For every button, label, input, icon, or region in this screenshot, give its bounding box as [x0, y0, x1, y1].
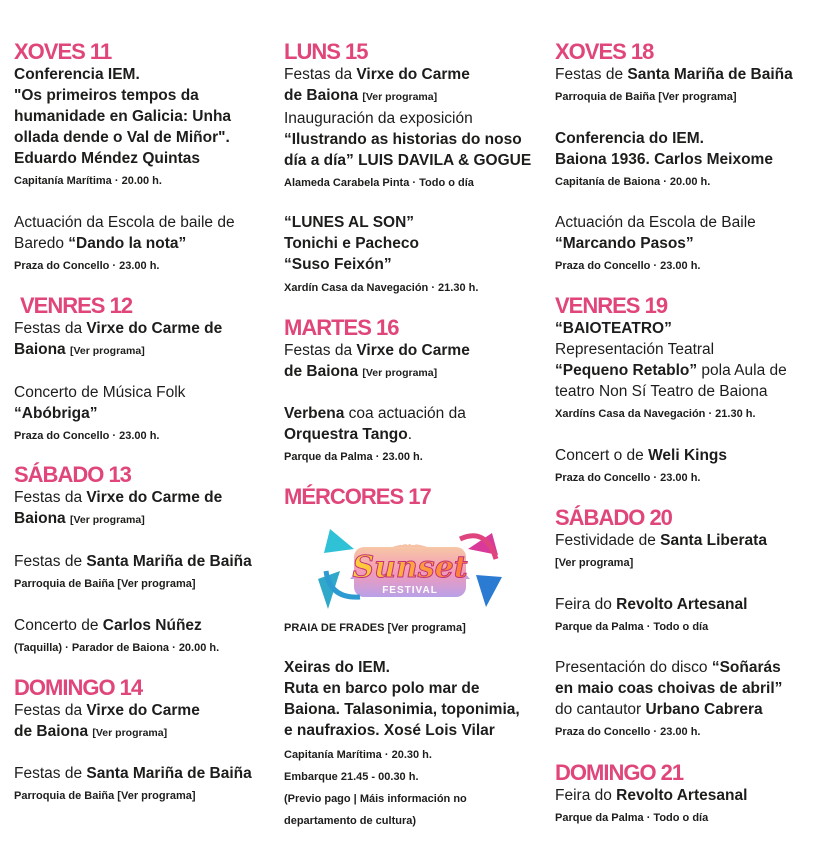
event-xeiras [284, 657, 546, 832]
event-domingo-21 [555, 761, 817, 827]
event-santa-marina [14, 551, 276, 593]
event-title: Conferencia do IEM. [555, 130, 704, 147]
event-title: Virxe do Carme [86, 702, 200, 719]
event-domingo-14 [14, 676, 276, 744]
frades-sunset-festival-logo [310, 519, 510, 615]
event-title: “Ilustrando as historias do noso [284, 131, 522, 148]
event-title: “Soñarás [711, 659, 781, 676]
day-heading: VENRES 19 [555, 293, 668, 318]
event-title: "Os primeiros tempos da [14, 87, 199, 104]
ver-programa-link[interactable]: [Ver programa] [362, 367, 438, 379]
event-title: Virxe do Carme de [86, 489, 223, 506]
logo-bottom-text: FESTIVAL [382, 585, 438, 596]
event-text: teatro Non Sí Teatro de Baiona [555, 383, 768, 400]
logo-main-text: Sunset [352, 550, 468, 585]
event-title: Baiona [14, 341, 66, 358]
event-text: Festas da [14, 702, 87, 719]
event-title: Verbena [284, 405, 345, 422]
event-location: (Taquilla) · Parador de Baiona · 20.00 h. [14, 642, 220, 654]
event-text: Actuación da Escola de Baile [555, 214, 756, 231]
event-text: Concert o de [555, 447, 649, 464]
event-venres-19 [555, 294, 817, 423]
event-title: Revolto Artesanal [616, 787, 748, 804]
sunset-logo-graphic [310, 519, 510, 615]
event-text: pola Aula de [697, 362, 787, 379]
event-location[interactable]: Parroquia de Baiña [Ver programa] [14, 790, 196, 802]
event-location: Praza do Concello · 23.00 h. [14, 260, 160, 272]
event-speaker: Eduardo Méndez Quintas [14, 150, 201, 167]
event-title: Ruta en barco polo mar de [284, 680, 480, 697]
event-title: Xeiras do IEM. [284, 659, 390, 676]
event-title: Conferencia IEM. [14, 66, 140, 83]
event-location: Parque da Palma · Todo o día [555, 621, 709, 633]
event-title: Santa Mariña de Baiña [627, 66, 793, 83]
event-location[interactable]: Parroquia de Baiña [Ver programa] [555, 91, 737, 103]
event-title: Baiona 1936. Carlos Meixome [555, 151, 773, 168]
event-location: Capitanía Marítima · 20.00 h. [14, 175, 162, 187]
event-title: Santa Liberata [660, 532, 767, 549]
event-marcando-pasos [555, 212, 817, 275]
event-location: Praza do Concello · 23.00 h. [555, 260, 701, 272]
event-title: en maio coas choivas de abril” [555, 680, 783, 697]
event-time: Embarque 21.45 - 00.30 h. [284, 771, 419, 783]
event-text: Concerto de [14, 617, 103, 634]
event-location: Praza do Concello · 23.00 h. [14, 430, 160, 442]
event-title: Virxe do Carme de [86, 320, 223, 337]
event-text: . [407, 426, 413, 443]
event-location: Parque da Palma · Todo o día [555, 812, 709, 824]
logo-top-text: FRADES [384, 536, 436, 548]
event-martes-16 [284, 316, 546, 384]
event-mercores-17 [284, 485, 546, 509]
day-heading: MÉRCORES 17 [284, 484, 431, 509]
event-title: de Baiona [284, 87, 359, 104]
event-title: Virxe do Carme [356, 66, 470, 83]
event-folk [14, 382, 276, 445]
ver-programa-link[interactable]: [Ver programa] [70, 514, 145, 526]
event-text: Presentación do disco [555, 659, 712, 676]
event-luns-15 [284, 40, 546, 192]
event-text: Concerto de Música Folk [14, 384, 186, 401]
event-title: e naufraxios. Xosé Lois Vilar [284, 722, 495, 739]
event-text: Festas da [284, 342, 357, 359]
event-text: Festividade de [555, 532, 661, 549]
event-title: Urbano Cabrera [645, 701, 763, 718]
day-heading: VENRES 12 [20, 293, 133, 318]
event-title: de Baiona [14, 723, 89, 740]
event-sabado-13 [14, 463, 276, 531]
event-note: departamento de cultura) [284, 815, 417, 827]
event-text: Representación Teatral [555, 341, 715, 358]
event-lunes-al-son [284, 212, 546, 297]
event-text: Feira do [555, 596, 617, 613]
event-note: (Previo pago | Máis información no [284, 793, 467, 805]
day-heading: SÁBADO 20 [555, 505, 672, 530]
event-title: Santa Mariña de Baiña [86, 765, 252, 782]
event-sabado-20 [555, 506, 817, 572]
event-baile-baredo [14, 212, 276, 275]
event-title: “LUNES AL SON” [284, 214, 415, 231]
event-carlos-nunez [14, 615, 276, 657]
event-feira-1 [555, 594, 817, 636]
day-heading: LUNS 15 [284, 39, 368, 64]
event-title: Orquestra Tango [284, 426, 408, 443]
event-verbena [284, 403, 546, 466]
event-title: humanidade en Galicia: Unha [14, 108, 232, 125]
event-title: “Dando la nota” [68, 235, 187, 252]
event-title: Tonichi e Pacheco [284, 235, 419, 252]
event-title: “Marcando Pasos” [555, 235, 694, 252]
event-text: Festas da [14, 489, 87, 506]
event-text: coa actuación da [344, 405, 466, 422]
event-title: “Abóbriga” [14, 405, 98, 422]
event-title: Baiona [14, 510, 66, 527]
event-location: Xardíns Casa da Navegación · 21.30 h. [555, 408, 756, 420]
event-title: Revolto Artesanal [616, 596, 748, 613]
day-heading: DOMINGO 14 [14, 675, 143, 700]
ver-programa-link[interactable]: [Ver programa] [70, 345, 145, 357]
event-title: de Baiona [284, 363, 359, 380]
event-location: Capitanía Marítima · 20.30 h. [284, 749, 432, 761]
event-location: Praza do Concello · 23.00 h. [555, 726, 701, 738]
event-text: Inauguración da exposición [284, 110, 473, 127]
event-venres-12-festas [14, 318, 276, 362]
event-text: Festas da [14, 320, 87, 337]
day-heading: DOMINGO 21 [555, 760, 684, 785]
event-venres-12 [20, 294, 282, 318]
event-title: ollada dende o Val de Miñor". [14, 129, 230, 146]
event-title: Weli Kings [648, 447, 728, 464]
event-text: Festas de [14, 765, 87, 782]
ver-programa-link[interactable]: [Ver programa] [362, 91, 438, 103]
event-title: día a día” LUIS DAVILA & GOGUE [284, 152, 532, 169]
event-location: Capitanía de Baiona · 20.00 h. [555, 176, 711, 188]
event-weli-kings [555, 445, 817, 487]
day-heading: MARTES 16 [284, 315, 399, 340]
event-text: Actuación da Escola de baile de [14, 214, 235, 231]
event-disco [555, 657, 817, 741]
ver-programa-link[interactable]: [Ver programa] [555, 557, 634, 569]
event-title: “Suso Feixón” [284, 256, 392, 273]
event-title: “Pequeno Retablo” [555, 362, 698, 379]
event-text: Festas de [14, 553, 87, 570]
event-conf-iem [555, 128, 817, 191]
event-title: Carlos Núñez [102, 617, 202, 634]
day-heading: XOVES 18 [555, 39, 654, 64]
event-text: Baredo [14, 235, 69, 252]
event-location: Xardín Casa da Navegación · 21.30 h. [284, 282, 479, 294]
event-location[interactable]: PRAIA DE FRADES [Ver programa] [284, 622, 466, 634]
event-title: “BAIOTEATRO” [555, 320, 672, 337]
day-heading: XOVES 11 [14, 39, 112, 64]
event-title: Virxe do Carme [356, 342, 470, 359]
event-santa-marina-2 [14, 763, 276, 805]
event-location[interactable]: Parroquia de Baiña [Ver programa] [14, 578, 196, 590]
event-title: Santa Mariña de Baiña [86, 553, 252, 570]
event-frades-meta [284, 619, 546, 637]
event-text: do cantautor [555, 701, 646, 718]
event-text: Feira do [555, 787, 617, 804]
event-location: Alameda Carabela Pinta · Todo o día [284, 177, 474, 189]
event-title: Baiona. Talasonimia, toponimia, [284, 701, 520, 718]
event-xoves-18 [555, 40, 817, 106]
event-location: Praza do Concello · 23.00 h. [555, 472, 701, 484]
event-xoves-11 [14, 40, 276, 190]
day-heading: SÁBADO 13 [14, 462, 131, 487]
event-text: Festas da [284, 66, 357, 83]
ver-programa-link[interactable]: [Ver programa] [92, 727, 168, 739]
event-location: Parque da Palma · 23.00 h. [284, 451, 423, 463]
event-text: Festas de [555, 66, 628, 83]
